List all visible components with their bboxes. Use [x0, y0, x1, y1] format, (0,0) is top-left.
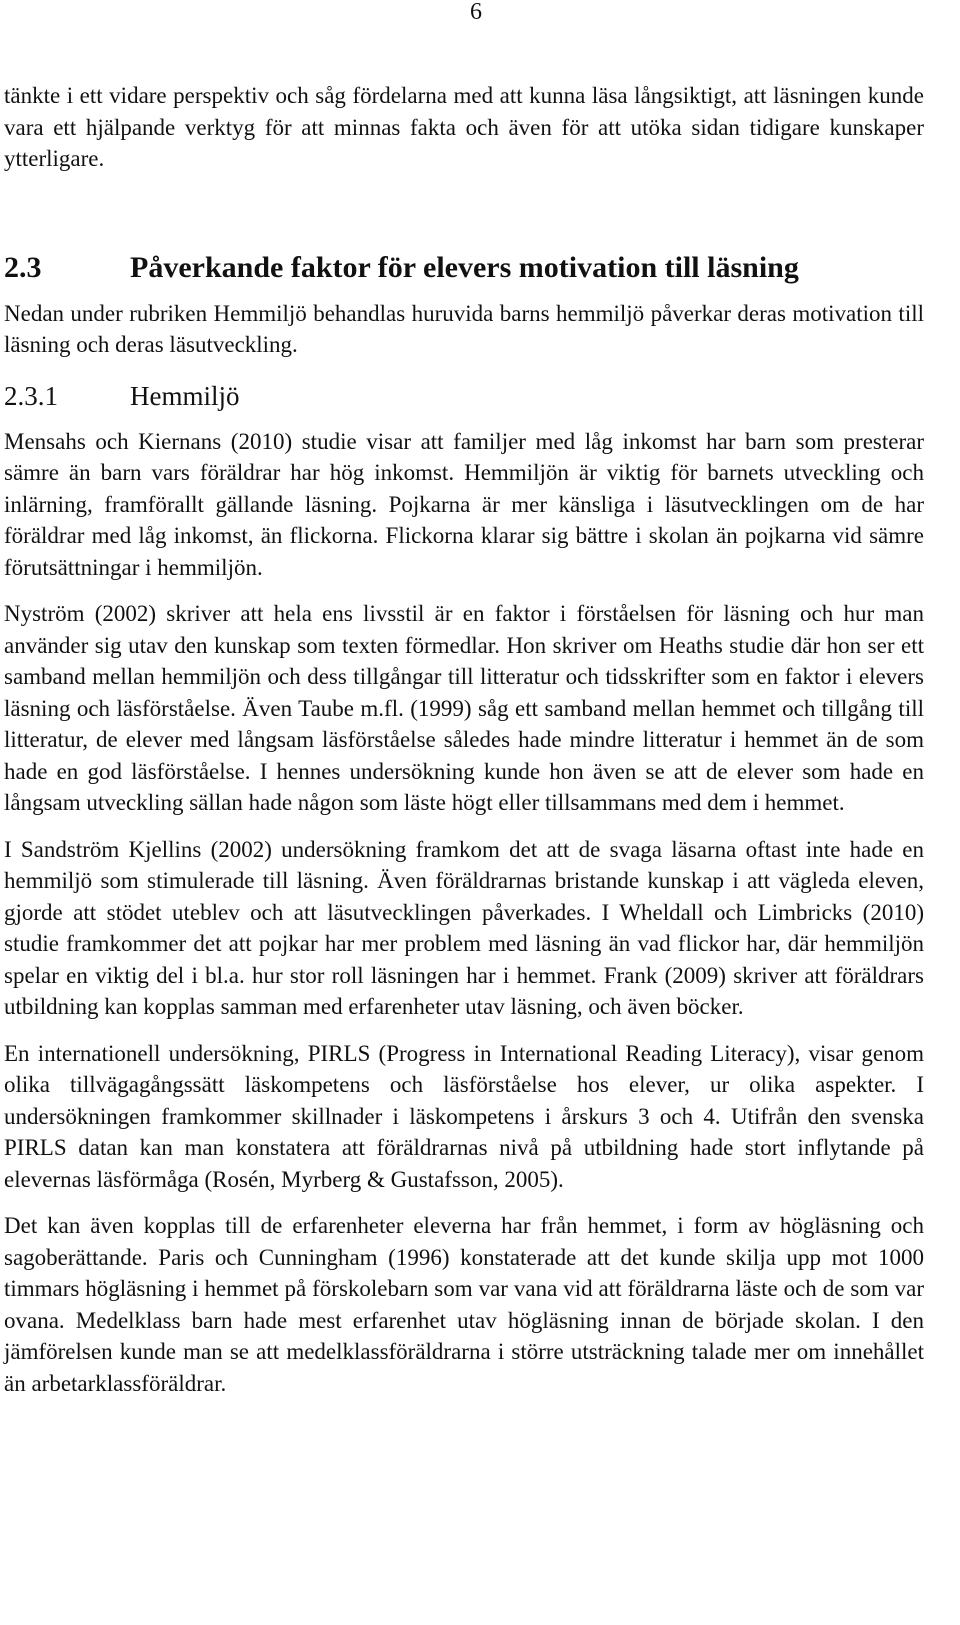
section-title: Påverkande faktor för elevers motivation till läsning — [130, 250, 799, 284]
body-paragraph: En internationell undersökning, PIRLS (Progress in International Reading Literacy), visar genom olika tillvägagångssätt läskompetens och läsförståelse hos elever, ur olika aspekter. I undersökningen framkommer skillnader i läskompetens i årskurs 3 och 4. Utifrån den svenska PIRLS datan kan man konstatera att föräldrarnas nivå på utbildning hade stort inflytande på elevernas läsförmåga (Rosén, Myrberg & Gustafsson, 2005). — [4, 1040, 924, 1192]
body-paragraph: Nyström (2002) skriver att hela ens livsstil är en faktor i förståelsen för läsning och hur man använder sig utav den kunskap som texten förmedlar. Hon skriver om Heaths studie där hon ser ett samband mellan hemmiljön och dess tillgångar till litteratur och tidsskrifter som en faktor i elevers läsning och läsförståelse. Även Taube m.fl. (1999) såg ett samband mellan hemmet och tillgång till litteratur, de elever med långsam läsförståelse således hade mindre litteratur i hemmet än de som hade en god läsförståelse. I hennes undersökning kunde hon även se att de elever som hade en långsam utveckling sällan hade någon som läste högt eller tillsammans med dem i hemmet. — [4, 601, 924, 815]
body-paragraph: I Sandström Kjellins (2002) undersökning framkom det att de svaga läsarna oftast inte hade en hemmiljö som stimulerade till läsning. Även föräldrarnas bristande kunskap i att vägleda eleven, gjorde att stödet uteblev och att läsutvecklingen påverkades. I Wheldall och Limbricks (2010) studie framkommer det att pojkar har mer problem med läsning än vad flickor har, där hemmiljön spelar en viktig del i bl.a. hur stor roll läsningen har i hemmet. Frank (2009) skriver att föräldrars utbildning kan kopplas samman med erfarenheter utav läsning, och även böcker. — [4, 836, 924, 1019]
body-paragraph: Det kan även kopplas till de erfarenheter eleverna har från hemmet, i form av högläsning och sagoberättande. Paris och Cunningham (1996) konstaterade att det kunde skilja upp mot 1000 timmars högläsning i hemmet på förskolebarn som var vana vid att föräldrarna läste och de som var ovana. Medelklass barn hade mest erfarenhet utav högläsning innan de började skolan. I den jämförelsen kunde man se att medelklassföräldrarna i större utsträckning talade mer om innehållet än arbetarklassföräldrar. — [4, 1213, 924, 1396]
body-paragraph: Mensahs och Kiernans (2010) studie visar att familjer med låg inkomst har barn som presterar sämre än barn vars föräldrar har hög inkomst. Hemmiljön är viktig för barnets utveckling och inlärning, framförallt gällande läsning. Pojkarna är mer känsliga i läsutvecklingen om de har föräldrar med låg inkomst, än flickorna. Flickorna klarar sig bättre i skolan än pojkarna vid sämre förutsättningar i hemmiljön. — [4, 428, 924, 580]
subsection-number: 2.3.1 — [4, 380, 58, 411]
page-number: 6 — [470, 0, 482, 25]
section-heading — [4, 249, 924, 287]
section-intro-paragraph: Nedan under rubriken Hemmiljö behandlas huruvida barns hemmiljö påverkar deras motivation till läsning och deras läsutveckling. — [4, 300, 924, 357]
intro-paragraph: tänkte i ett vidare perspektiv och såg fördelarna med att kunna läsa långsiktigt, att läsningen kunde vara ett hjälpande verktyg för att minnas fakta och även för att utöka sidan tidigare kunskaper ytterligare. — [4, 83, 924, 171]
subsection-heading — [4, 379, 924, 413]
subsection-title: Hemmiljö — [130, 380, 240, 411]
page-content — [4, 80, 924, 1399]
section-number: 2.3 — [4, 250, 42, 284]
